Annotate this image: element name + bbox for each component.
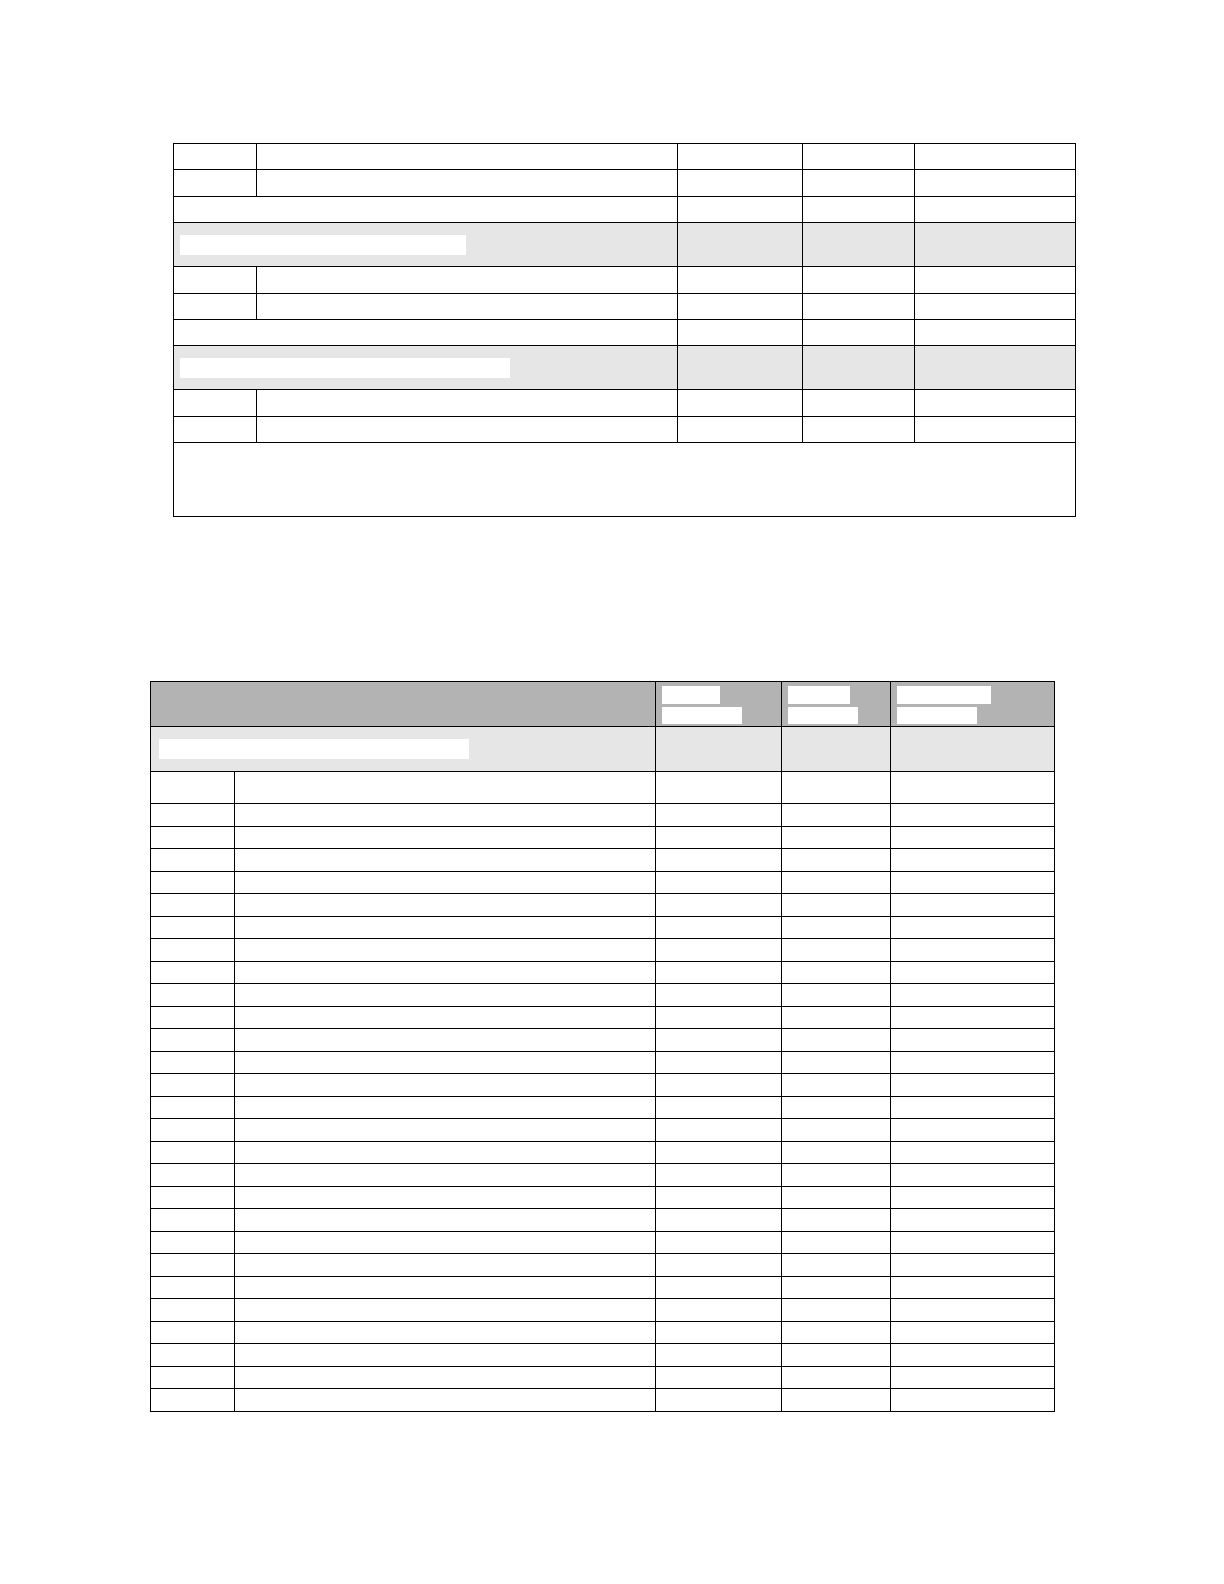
value-cell	[656, 1029, 782, 1052]
value-cell	[656, 894, 782, 917]
item-description-cell	[257, 170, 678, 197]
value-cell	[656, 1209, 782, 1232]
value-cell	[782, 1254, 891, 1277]
item-description-cell	[257, 294, 678, 320]
value-cell	[803, 390, 915, 417]
table-row	[174, 294, 1076, 320]
value-cell	[782, 939, 891, 962]
value-cell	[782, 1186, 891, 1209]
value-cell	[891, 849, 1055, 872]
value-cell	[891, 1051, 1055, 1074]
item-description-cell	[235, 871, 656, 894]
value-cell	[782, 1074, 891, 1097]
item-description-cell	[235, 1209, 656, 1232]
section-cell	[915, 223, 1076, 267]
value-cell	[782, 1119, 891, 1142]
value-cell	[782, 1231, 891, 1254]
value-cell	[678, 170, 803, 197]
value-cell	[656, 1051, 782, 1074]
value-cell	[782, 1299, 891, 1322]
value-cell	[782, 826, 891, 849]
value-cell	[803, 267, 915, 294]
item-code-cell	[151, 804, 235, 827]
item-code-cell	[151, 961, 235, 984]
item-code-cell	[151, 826, 235, 849]
item-code-cell	[151, 1231, 235, 1254]
value-cell	[656, 1119, 782, 1142]
header-column-2	[782, 682, 891, 727]
table-row	[151, 871, 1055, 894]
section-label-cell	[174, 346, 678, 390]
item-code-cell	[151, 1186, 235, 1209]
value-cell	[678, 294, 803, 320]
value-cell	[678, 390, 803, 417]
value-cell	[782, 916, 891, 939]
item-code-cell	[151, 1119, 235, 1142]
value-cell	[678, 267, 803, 294]
header-label-line-1	[897, 686, 991, 704]
value-cell	[891, 1141, 1055, 1164]
table-row	[151, 1186, 1055, 1209]
subtotal-label-cell	[174, 320, 678, 346]
section-header-row	[151, 727, 1055, 772]
value-cell	[782, 1096, 891, 1119]
item-description-cell	[235, 894, 656, 917]
value-cell	[891, 1366, 1055, 1389]
item-description-cell	[235, 1254, 656, 1277]
table-row	[151, 1096, 1055, 1119]
item-description-cell	[235, 1141, 656, 1164]
item-code-cell	[151, 772, 235, 804]
section-cell	[782, 727, 891, 772]
table-row	[151, 1366, 1055, 1389]
item-description-cell	[235, 1186, 656, 1209]
table-row	[151, 1164, 1055, 1187]
value-cell	[656, 939, 782, 962]
value-cell	[656, 849, 782, 872]
value-cell	[782, 849, 891, 872]
table-row	[151, 961, 1055, 984]
table-row	[151, 1276, 1055, 1299]
item-description-cell	[235, 849, 656, 872]
subtotal-row	[174, 320, 1076, 346]
value-cell	[891, 772, 1055, 804]
value-cell	[803, 294, 915, 320]
value-cell	[782, 984, 891, 1007]
item-description-cell	[257, 417, 678, 443]
value-cell	[782, 1209, 891, 1232]
item-description-cell	[235, 916, 656, 939]
item-description-cell	[235, 1366, 656, 1389]
value-cell	[803, 417, 915, 443]
value-cell	[782, 1029, 891, 1052]
value-cell	[656, 1186, 782, 1209]
value-cell	[891, 804, 1055, 827]
value-cell	[656, 826, 782, 849]
value-cell	[891, 1389, 1055, 1412]
item-description-cell	[235, 1389, 656, 1412]
value-cell	[656, 1074, 782, 1097]
item-description-cell	[257, 144, 678, 170]
item-code-cell	[151, 849, 235, 872]
item-code-cell	[151, 984, 235, 1007]
value-cell	[678, 197, 803, 223]
table-row	[151, 1141, 1055, 1164]
value-cell	[891, 939, 1055, 962]
section-label-cell	[151, 727, 656, 772]
header-label-line-2	[662, 707, 742, 724]
value-cell	[782, 1321, 891, 1344]
section-cell	[678, 346, 803, 390]
value-cell	[891, 1186, 1055, 1209]
item-code-cell	[151, 1141, 235, 1164]
table-row	[151, 939, 1055, 962]
value-cell	[803, 320, 915, 346]
item-code-cell	[174, 144, 257, 170]
item-description-cell	[235, 939, 656, 962]
value-cell	[803, 170, 915, 197]
value-cell	[915, 320, 1076, 346]
table-row	[174, 390, 1076, 417]
value-cell	[891, 961, 1055, 984]
item-description-cell	[235, 1276, 656, 1299]
value-cell	[782, 1006, 891, 1029]
item-code-cell	[151, 1006, 235, 1029]
table-row	[151, 1299, 1055, 1322]
table-row	[151, 894, 1055, 917]
item-code-cell	[151, 1164, 235, 1187]
section-cell	[891, 727, 1055, 772]
item-description-cell	[235, 1299, 656, 1322]
table-row	[151, 984, 1055, 1007]
item-code-cell	[151, 1321, 235, 1344]
header-label-line-2	[897, 707, 977, 724]
value-cell	[891, 1119, 1055, 1142]
table-row	[151, 1029, 1055, 1052]
value-cell	[656, 1006, 782, 1029]
value-cell	[891, 1006, 1055, 1029]
item-code-cell	[151, 894, 235, 917]
item-description-cell	[257, 267, 678, 294]
value-cell	[656, 984, 782, 1007]
section-cell	[803, 223, 915, 267]
item-description-cell	[235, 1321, 656, 1344]
item-code-cell	[174, 267, 257, 294]
value-cell	[782, 1051, 891, 1074]
item-description-cell	[235, 1051, 656, 1074]
table-row	[151, 772, 1055, 804]
table-row	[174, 144, 1076, 170]
subtotal-label-cell	[174, 197, 678, 223]
value-cell	[656, 1276, 782, 1299]
item-code-cell	[151, 939, 235, 962]
value-cell	[656, 1389, 782, 1412]
section-label	[180, 235, 466, 255]
value-cell	[656, 804, 782, 827]
item-description-cell	[235, 1344, 656, 1367]
value-cell	[915, 144, 1076, 170]
value-cell	[803, 197, 915, 223]
header-label-line-1	[788, 686, 850, 704]
table-row	[151, 1231, 1055, 1254]
value-cell	[656, 1321, 782, 1344]
item-code-cell	[174, 170, 257, 197]
header-label-line-2	[788, 707, 858, 724]
value-cell	[891, 894, 1055, 917]
table-row	[151, 1254, 1055, 1277]
section-cell	[915, 346, 1076, 390]
value-cell	[782, 772, 891, 804]
item-code-cell	[151, 1344, 235, 1367]
table-row	[151, 1344, 1055, 1367]
item-description-cell	[235, 1074, 656, 1097]
table-row	[151, 1006, 1055, 1029]
value-cell	[656, 961, 782, 984]
header-column-3	[891, 682, 1055, 727]
value-cell	[891, 984, 1055, 1007]
section-header-row	[174, 223, 1076, 267]
table-row	[174, 170, 1076, 197]
item-description-cell	[235, 1029, 656, 1052]
item-code-cell	[151, 916, 235, 939]
item-code-cell	[174, 294, 257, 320]
value-cell	[656, 1231, 782, 1254]
section-cell	[656, 727, 782, 772]
table-row	[151, 1074, 1055, 1097]
value-cell	[803, 144, 915, 170]
value-cell	[656, 1344, 782, 1367]
value-cell	[891, 871, 1055, 894]
item-description-cell	[257, 390, 678, 417]
upper-table	[173, 143, 1076, 517]
value-cell	[891, 1096, 1055, 1119]
value-cell	[782, 894, 891, 917]
value-cell	[656, 1141, 782, 1164]
lower-table	[150, 681, 1055, 1412]
value-cell	[782, 804, 891, 827]
value-cell	[678, 144, 803, 170]
item-code-cell	[151, 1074, 235, 1097]
item-code-cell	[151, 871, 235, 894]
item-code-cell	[151, 1051, 235, 1074]
item-code-cell	[151, 1276, 235, 1299]
value-cell	[656, 1366, 782, 1389]
value-cell	[782, 1344, 891, 1367]
item-code-cell	[151, 1389, 235, 1412]
table-row	[151, 1321, 1055, 1344]
subtotal-row	[174, 197, 1076, 223]
item-code-cell	[174, 417, 257, 443]
section-cell	[803, 346, 915, 390]
value-cell	[656, 772, 782, 804]
header-column-1	[656, 682, 782, 727]
value-cell	[656, 916, 782, 939]
value-cell	[782, 1164, 891, 1187]
value-cell	[782, 1389, 891, 1412]
value-cell	[891, 1254, 1055, 1277]
value-cell	[915, 390, 1076, 417]
value-cell	[782, 1276, 891, 1299]
table-row	[174, 267, 1076, 294]
value-cell	[782, 1366, 891, 1389]
item-code-cell	[151, 1209, 235, 1232]
section-label-cell	[174, 223, 678, 267]
table-header-row	[151, 682, 1055, 727]
value-cell	[891, 1276, 1055, 1299]
item-description-cell	[235, 1164, 656, 1187]
value-cell	[656, 1164, 782, 1187]
item-code-cell	[151, 1096, 235, 1119]
item-description-cell	[235, 804, 656, 827]
value-cell	[915, 267, 1076, 294]
value-cell	[656, 1299, 782, 1322]
item-code-cell	[151, 1254, 235, 1277]
notes-cell	[174, 443, 1076, 517]
table-row	[151, 1389, 1055, 1412]
value-cell	[782, 871, 891, 894]
item-description-cell	[235, 1231, 656, 1254]
item-description-cell	[235, 1096, 656, 1119]
section-header-row	[174, 346, 1076, 390]
table-row	[151, 826, 1055, 849]
value-cell	[782, 1141, 891, 1164]
header-label-line-1	[662, 686, 720, 704]
table-row	[151, 1209, 1055, 1232]
value-cell	[656, 1096, 782, 1119]
value-cell	[915, 417, 1076, 443]
section-cell	[678, 223, 803, 267]
value-cell	[891, 916, 1055, 939]
value-cell	[891, 1074, 1055, 1097]
value-cell	[915, 294, 1076, 320]
table-row	[151, 1119, 1055, 1142]
item-description-cell	[235, 984, 656, 1007]
item-code-cell	[151, 1299, 235, 1322]
table-row	[174, 417, 1076, 443]
value-cell	[891, 1231, 1055, 1254]
table-row	[151, 849, 1055, 872]
item-description-cell	[235, 961, 656, 984]
notes-row	[174, 443, 1076, 517]
item-code-cell	[174, 390, 257, 417]
value-cell	[891, 1344, 1055, 1367]
section-label	[180, 358, 510, 378]
table-row	[151, 916, 1055, 939]
value-cell	[891, 1299, 1055, 1322]
value-cell	[915, 197, 1076, 223]
value-cell	[915, 170, 1076, 197]
item-description-cell	[235, 1119, 656, 1142]
value-cell	[782, 961, 891, 984]
item-description-cell	[235, 826, 656, 849]
value-cell	[678, 320, 803, 346]
header-title-cell	[151, 682, 656, 727]
value-cell	[656, 871, 782, 894]
item-description-cell	[235, 772, 656, 804]
table-row	[151, 1051, 1055, 1074]
value-cell	[891, 826, 1055, 849]
value-cell	[656, 1254, 782, 1277]
value-cell	[891, 1164, 1055, 1187]
item-description-cell	[235, 1006, 656, 1029]
value-cell	[891, 1321, 1055, 1344]
value-cell	[891, 1029, 1055, 1052]
value-cell	[678, 417, 803, 443]
table-row	[151, 804, 1055, 827]
value-cell	[891, 1209, 1055, 1232]
section-label	[159, 739, 469, 759]
item-code-cell	[151, 1029, 235, 1052]
item-code-cell	[151, 1366, 235, 1389]
